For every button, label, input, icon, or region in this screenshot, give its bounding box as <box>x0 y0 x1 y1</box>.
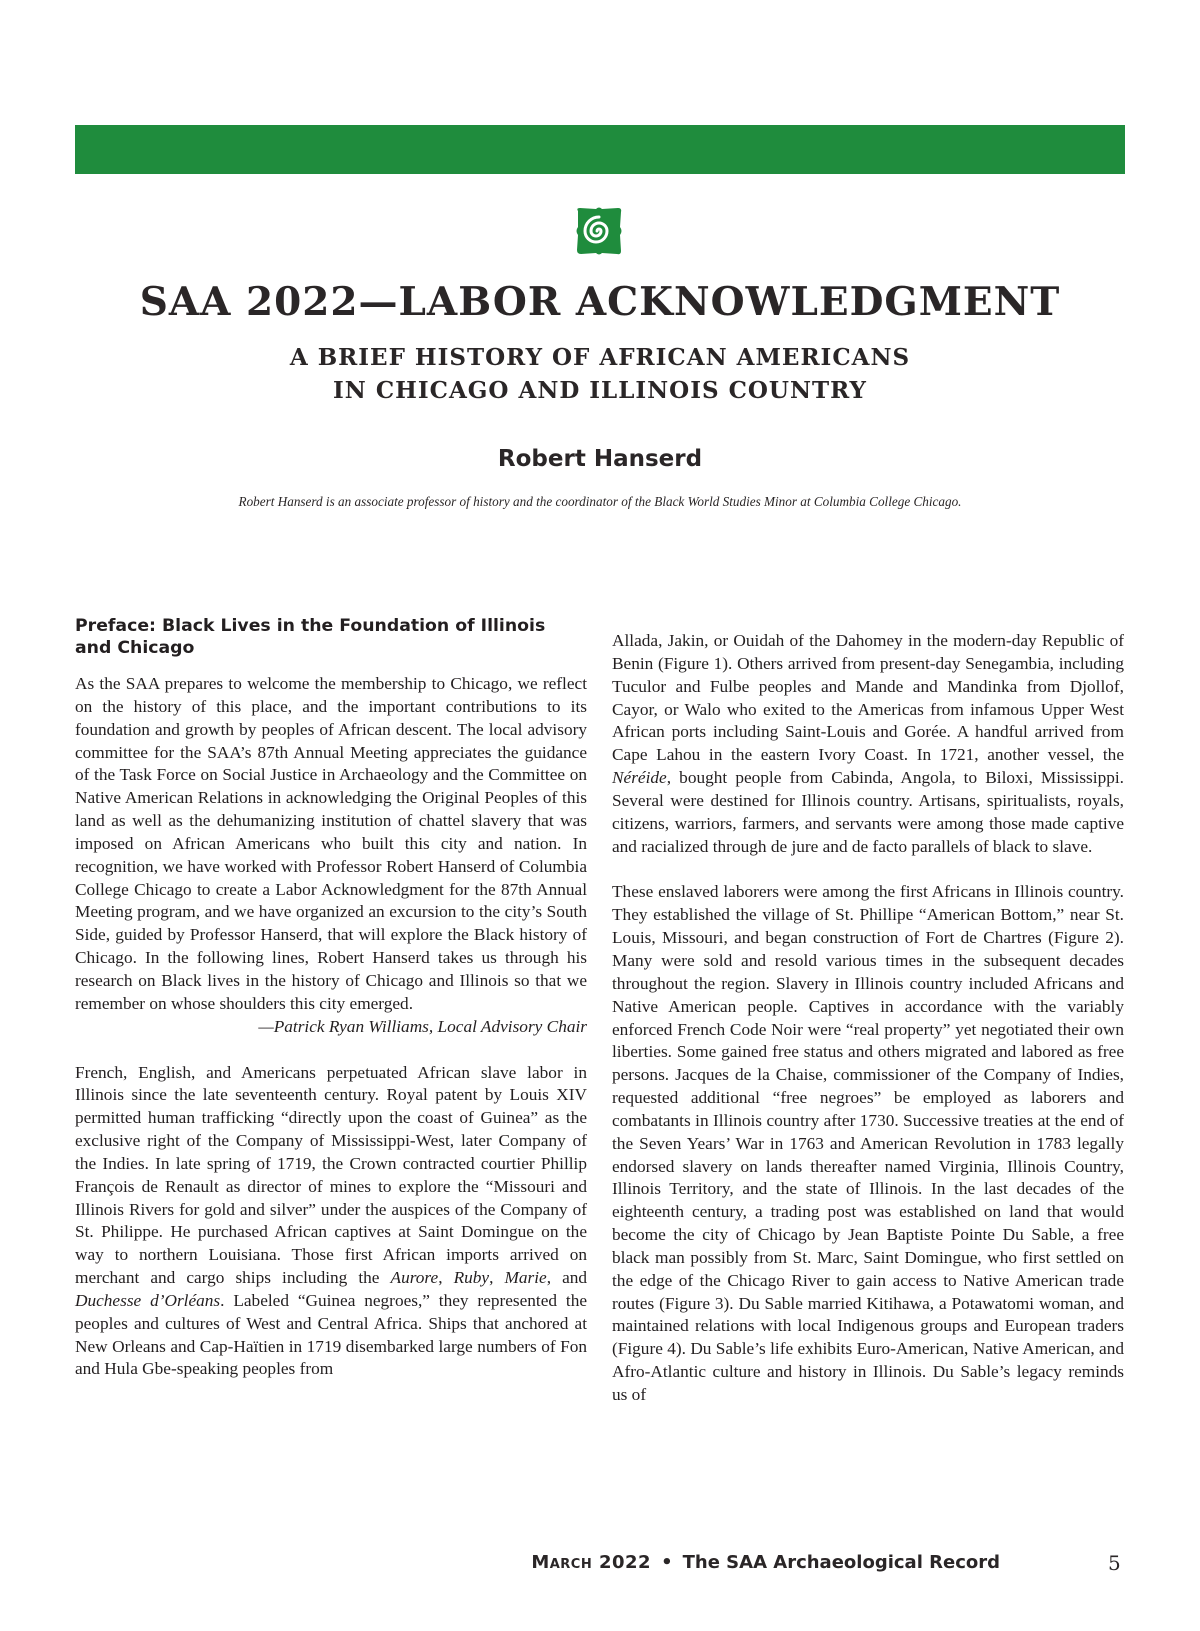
body-paragraph-1 <box>75 1062 587 1382</box>
left-column <box>75 615 587 1381</box>
author-name: Robert Hanserd <box>497 446 703 472</box>
preface-signature: —Patrick Ryan Williams, Local Advisory Chair <box>258 1016 587 1036</box>
body-paragraph-2 <box>612 630 1124 858</box>
ship-name-duchesse: Duchesse d’Orléans <box>75 1290 221 1310</box>
ship-separator-2: , <box>489 1268 505 1288</box>
body-paragraph-3: These enslaved laborers were among the first Africans in Illinois country. They established the village of St. Phillipe “American Bottom,” near St. Louis, Missouri, and began construction of Fort de Chartres (Figure 2). Many were sold and resold various times in the subsequent decades throughout the region. Slavery in Illinois country included Africans and Native American people. Captives in accordance with the variably enforced French Code Noir were “real property” yet negotiated their own liberties. Some gained free status and others migrated and labored as free persons. Jacques de la Chaise, commissioner of the Company of Indies, requested additional “free negroes” be employed as laborers and combatants in Illinois country after 1730. Successive treaties at the end of the Seven Years’ War in 1763 and American Revolution in 1783 legally endorsed slavery on lands thereafter named Virginia, Illinois Country, Illinois Territory, and the state of Illinois. In the last decades of the eighteenth century, a trading post was established on land that would become the city of Chicago by Jean Baptiste Pointe Du Sable, a free black man possibly from St. Marc, Saint Domingue, who first settled on the edge of the Chicago River to gain access to Native American trade routes (Figure 3). Du Sable married Kitihawa, a Potawatomi woman, and maintained relations with local Indigenous groups and European traders (Figure 4). Du Sable’s life exhibits Euro-American, Native American, and Afro-Atlantic culture and history in Illinois. Du Sable’s legacy reminds us of <box>612 882 1124 1404</box>
section-heading: Preface: Black Lives in the Foundation of Illinois and Chicago <box>75 616 546 658</box>
right-column <box>612 630 1124 1407</box>
ship-separator-1: , <box>438 1268 454 1288</box>
preface-paragraph: As the SAA prepares to welcome the membership to Chicago, we reflect on the history of this place, and the important contributions to its foundation and growth by peoples of African descent. The local advisory committee for the SAA’s 87th Annual Meeting appreciates the guidance of the Task Force on Social Justice in Archaeology and the Committee on Native American Relations in acknowledging the Original Peoples of this land as well as the dehumanizing institution of chattel slavery that was imposed on African Americans who built this city and nation. In recognition, we have worked with Professor Robert Hanserd of Columbia College Chicago to create a Labor Acknowledgment for the 87th Annual Meeting program, and we have organized an excursion to the city’s South Side, guided by Professor Hanserd, that will explore the Black history of Chicago. In the following lines, Robert Hanserd takes us through his research on Black lives in the history of Chicago and Illinois so that we remember on whose shoulders this city emerged. <box>75 674 587 1013</box>
footer-journal-name: The SAA Archaeological Record <box>682 1552 1000 1573</box>
author-bio: Robert Hanserd is an associate professor of history and the coordinator of the Black World Studies Minor at Columbia College Chicago. <box>238 494 962 509</box>
page-footer <box>531 1552 1000 1573</box>
article-title: SAA 2022—LABOR ACKNOWLEDGMENT <box>139 279 1061 325</box>
footer-issue-date: March 2022 <box>531 1552 652 1573</box>
ship-name-nereide: Néréide <box>612 768 667 788</box>
ship-name-aurore: Aurore <box>390 1268 439 1288</box>
ship-separator-3: , and <box>546 1268 588 1288</box>
spiral-icon <box>574 205 624 257</box>
body-paragraph-2-text-a: Allada, Jakin, or Ouidah of the Dahomey in the modern-day Republic of Benin (Figure 1). Others arrived from present-day Senegambia, including Tuculor and Fulbe peoples and Mande and Mandinka from Djollof, Cayor, or Walo who exited to the Americas from infamous Upper West African ports including Saint-Louis and Gorée. A handful arrived from Cape Lahou in the eastern Ivory Coast. In 1721, another vessel, the <box>612 631 1124 765</box>
page-number: 5 <box>1108 1551 1121 1575</box>
article-subtitle-line-2: IN CHICAGO AND ILLINOIS COUNTRY <box>333 377 867 404</box>
body-paragraph-1-text-b: . Labeled “Guinea negroes,” they represented the peoples and cultures of West and Central Africa. Ships that anchored at New Orleans and Cap-Haïtien in 1719 disembarked large numbers of Fon and Hula Gbe-speaking peoples from <box>75 1290 588 1379</box>
footer-separator: • <box>661 1552 673 1573</box>
header-color-bar <box>75 125 1125 174</box>
article-subtitle-line-1: A BRIEF HISTORY OF AFRICAN AMERICANS <box>289 344 911 371</box>
ship-name-ruby: Ruby <box>453 1268 490 1288</box>
ship-name-marie: Marie <box>504 1268 547 1288</box>
body-paragraph-1-text-a: French, English, and Americans perpetuated African slave labor in Illinois since the late seventeenth century. Royal patent by Louis XIV permitted human trafficking “directly upon the coast of Guinea” as the exclusive right of the Company of Mississippi-West, later Company of the Indies. In late spring of 1719, the Crown contracted courtier Phillip François de Renault as director of mines to explore the “Missouri and Illinois Rivers for gold and silver” under the auspices of the Company of St. Philippe. He purchased African captives at Saint Domingue on the way to northern Louisiana. Those first African imports arrived on merchant and cargo ships including the <box>75 1062 587 1288</box>
body-paragraph-2-text-b: , bought people from Cabinda, Angola, to Biloxi, Mississippi. Several were destined for Illinois country. Artisans, spiritualists, royals, citizens, warriors, farmers, and servants were among those made captive and racialized through de jure and de facto parallels of black to slave. <box>612 768 1124 856</box>
